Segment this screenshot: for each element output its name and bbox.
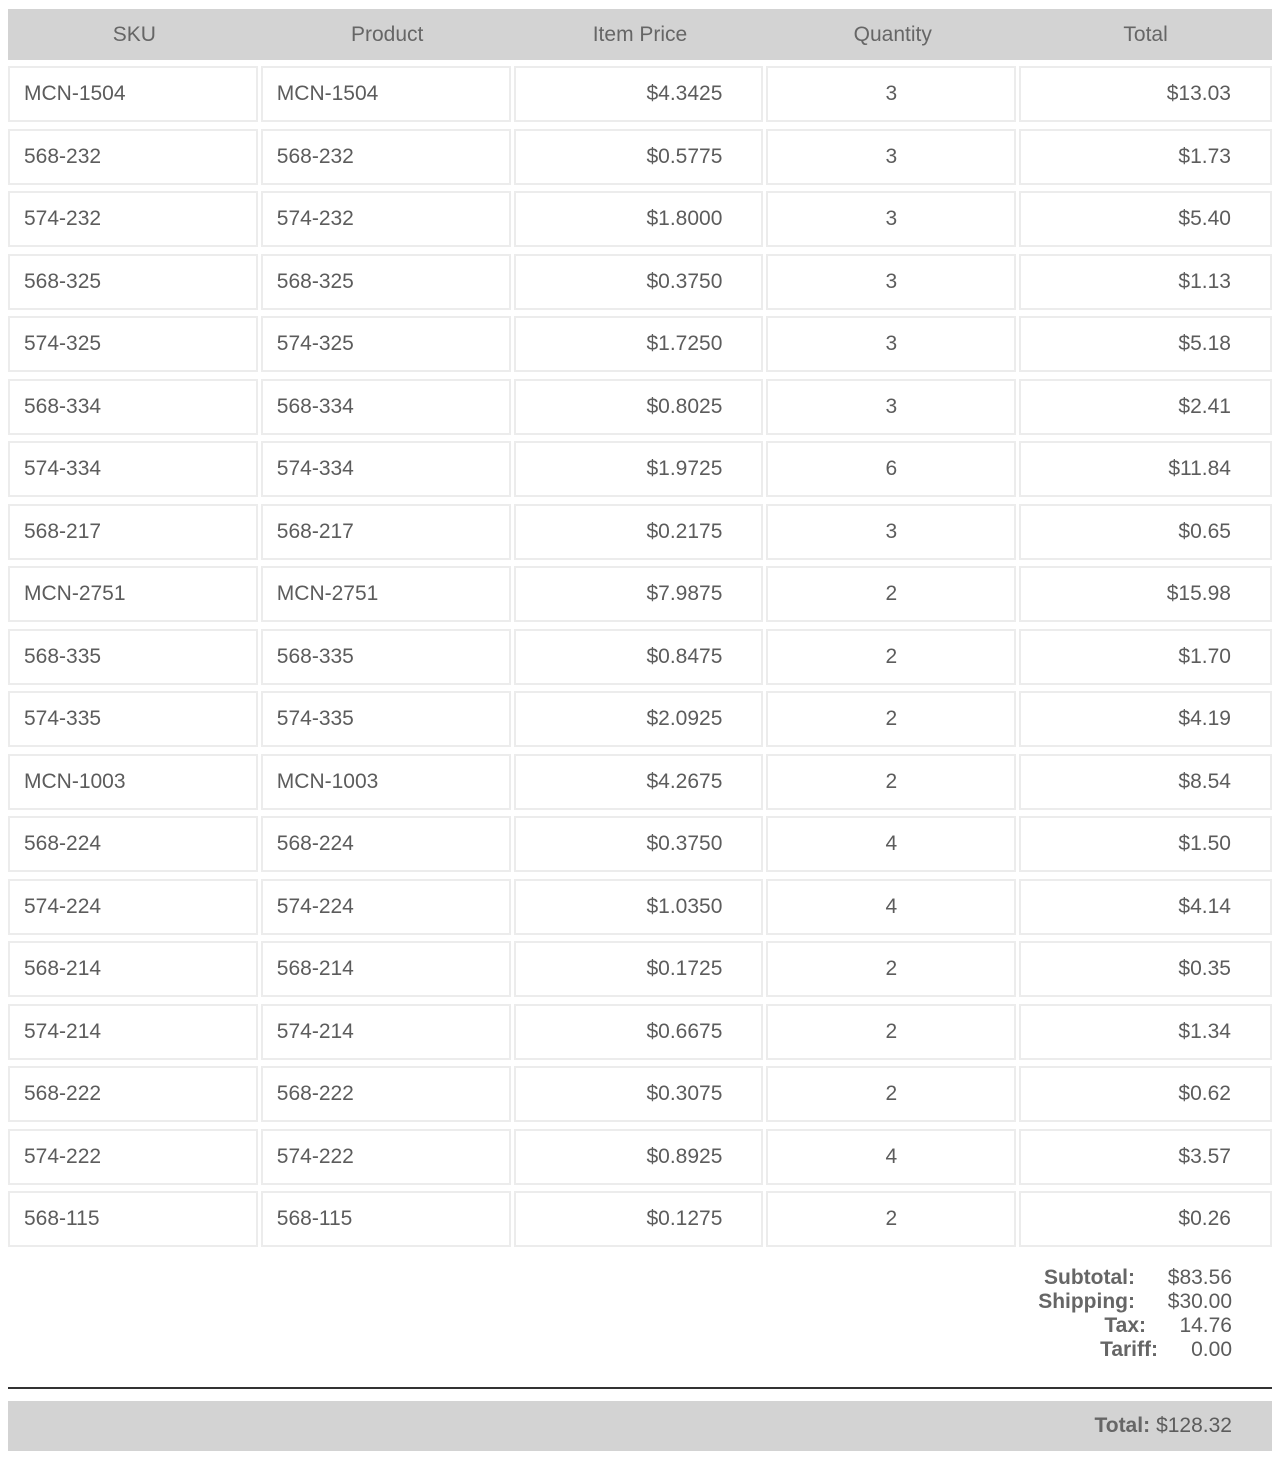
table-row (8, 879, 1272, 935)
tax-label: Tax: (1104, 1314, 1146, 1337)
line-total-cell: $1.34 (1019, 1004, 1272, 1060)
item-price-cell: $0.1725 (514, 941, 764, 997)
table-row (8, 1129, 1272, 1185)
column-header-item-price: Item Price (592, 23, 688, 46)
grand-total-label: Total: (1094, 1414, 1151, 1437)
product-cell: 568-232 (261, 129, 511, 185)
grand-total-bar (8, 1401, 1272, 1451)
line-total-cell: $1.70 (1019, 629, 1272, 685)
line-total-cell: $0.65 (1019, 504, 1272, 560)
table-row (8, 191, 1272, 247)
quantity-cell: 3 (766, 66, 1016, 122)
item-price-cell: $1.0350 (514, 879, 764, 935)
subtotal-line (1000, 1266, 1232, 1290)
table-row (8, 816, 1272, 872)
sku-cell: 568-224 (8, 816, 258, 872)
subtotal-label: Subtotal: (1044, 1266, 1135, 1289)
line-total-cell: $8.54 (1019, 754, 1272, 810)
line-total-cell: $0.26 (1019, 1191, 1272, 1247)
quantity-cell: 2 (766, 691, 1016, 747)
summary-divider (8, 1387, 1272, 1389)
sku-cell: 568-325 (8, 254, 258, 310)
tariff-line (1000, 1338, 1232, 1362)
item-price-cell: $0.3750 (514, 254, 764, 310)
item-price-cell: $0.8475 (514, 629, 764, 685)
table-row (8, 629, 1272, 685)
sku-cell: 568-232 (8, 129, 258, 185)
quantity-cell: 3 (766, 316, 1016, 372)
sku-cell: 568-217 (8, 504, 258, 560)
table-row (8, 379, 1272, 435)
quantity-cell: 2 (766, 566, 1016, 622)
product-cell: 568-214 (261, 941, 511, 997)
tariff-value: 0.00 (1191, 1338, 1232, 1361)
order-summary (1000, 1266, 1232, 1362)
table-row (8, 1066, 1272, 1122)
sku-cell: 568-214 (8, 941, 258, 997)
quantity-cell: 6 (766, 441, 1016, 497)
product-cell: 574-335 (261, 691, 511, 747)
column-header-product: Product (351, 23, 424, 46)
grand-total-value: $128.32 (1156, 1414, 1232, 1437)
order-table (8, 9, 1272, 1254)
item-price-cell: $0.1275 (514, 1191, 764, 1247)
sku-cell: 574-325 (8, 316, 258, 372)
table-header (8, 9, 1272, 60)
item-price-cell: $0.5775 (514, 129, 764, 185)
item-price-cell: $0.8025 (514, 379, 764, 435)
sku-cell: 574-224 (8, 879, 258, 935)
quantity-cell: 3 (766, 191, 1016, 247)
sku-cell: 574-334 (8, 441, 258, 497)
line-total-cell: $1.50 (1019, 816, 1272, 872)
table-row (8, 66, 1272, 122)
quantity-cell: 2 (766, 1191, 1016, 1247)
line-total-cell: $0.62 (1019, 1066, 1272, 1122)
sku-cell: 574-232 (8, 191, 258, 247)
item-price-cell: $4.3425 (514, 66, 764, 122)
sku-cell: MCN-2751 (8, 566, 258, 622)
line-total-cell: $3.57 (1019, 1129, 1272, 1185)
sku-cell: MCN-1504 (8, 66, 258, 122)
product-cell: 574-214 (261, 1004, 511, 1060)
line-total-cell: $1.13 (1019, 254, 1272, 310)
quantity-cell: 3 (766, 254, 1016, 310)
table-row (8, 441, 1272, 497)
shipping-label: Shipping: (1038, 1290, 1135, 1313)
quantity-cell: 2 (766, 1066, 1016, 1122)
product-cell: 574-334 (261, 441, 511, 497)
item-price-cell: $1.8000 (514, 191, 764, 247)
product-cell: MCN-1504 (261, 66, 511, 122)
item-price-cell: $2.0925 (514, 691, 764, 747)
product-cell: 568-217 (261, 504, 511, 560)
sku-cell: 568-335 (8, 629, 258, 685)
table-row (8, 504, 1272, 560)
product-cell: 568-325 (261, 254, 511, 310)
sku-cell: 574-335 (8, 691, 258, 747)
table-row (8, 754, 1272, 810)
quantity-cell: 2 (766, 941, 1016, 997)
line-total-cell: $13.03 (1019, 66, 1272, 122)
product-cell: 574-325 (261, 316, 511, 372)
line-total-cell: $5.40 (1019, 191, 1272, 247)
column-header-total: Total (1123, 23, 1168, 46)
line-total-cell: $15.98 (1019, 566, 1272, 622)
quantity-cell: 3 (766, 129, 1016, 185)
line-total-cell: $11.84 (1019, 441, 1272, 497)
quantity-cell: 2 (766, 1004, 1016, 1060)
quantity-cell: 4 (766, 1129, 1016, 1185)
line-total-cell: $4.14 (1019, 879, 1272, 935)
product-cell: MCN-2751 (261, 566, 511, 622)
line-total-cell: $5.18 (1019, 316, 1272, 372)
table-row (8, 566, 1272, 622)
item-price-cell: $4.2675 (514, 754, 764, 810)
product-cell: MCN-1003 (261, 754, 511, 810)
tariff-label: Tariff: (1100, 1338, 1158, 1361)
line-total-cell: $1.73 (1019, 129, 1272, 185)
tax-value: 14.76 (1179, 1314, 1232, 1337)
shipping-line (1000, 1290, 1232, 1314)
product-cell: 574-232 (261, 191, 511, 247)
quantity-cell: 4 (766, 879, 1016, 935)
product-cell: 574-224 (261, 879, 511, 935)
quantity-cell: 3 (766, 504, 1016, 560)
item-price-cell: $1.9725 (514, 441, 764, 497)
item-price-cell: $7.9875 (514, 566, 764, 622)
product-cell: 568-334 (261, 379, 511, 435)
column-header-quantity: Quantity (853, 23, 932, 46)
table-row (8, 129, 1272, 185)
product-cell: 568-222 (261, 1066, 511, 1122)
quantity-cell: 3 (766, 379, 1016, 435)
sku-cell: 568-115 (8, 1191, 258, 1247)
column-header-sku: SKU (112, 23, 156, 46)
product-cell: 568-224 (261, 816, 511, 872)
line-total-cell: $4.19 (1019, 691, 1272, 747)
table-body (8, 66, 1272, 1247)
table-row (8, 254, 1272, 310)
table-row (8, 316, 1272, 372)
line-total-cell: $2.41 (1019, 379, 1272, 435)
sku-cell: 574-214 (8, 1004, 258, 1060)
item-price-cell: $0.3750 (514, 816, 764, 872)
line-total-cell: $0.35 (1019, 941, 1272, 997)
quantity-cell: 2 (766, 629, 1016, 685)
sku-cell: 568-334 (8, 379, 258, 435)
subtotal-value: $83.56 (1167, 1266, 1232, 1289)
item-price-cell: $0.2175 (514, 504, 764, 560)
sku-cell: MCN-1003 (8, 754, 258, 810)
table-row (8, 1004, 1272, 1060)
table-row (8, 691, 1272, 747)
item-price-cell: $1.7250 (514, 316, 764, 372)
shipping-value: $30.00 (1167, 1290, 1232, 1313)
product-cell: 568-335 (261, 629, 511, 685)
item-price-cell: $0.3075 (514, 1066, 764, 1122)
product-cell: 568-115 (261, 1191, 511, 1247)
tax-line (1000, 1314, 1232, 1338)
sku-cell: 574-222 (8, 1129, 258, 1185)
sku-cell: 568-222 (8, 1066, 258, 1122)
table-row (8, 1191, 1272, 1247)
quantity-cell: 2 (766, 754, 1016, 810)
product-cell: 574-222 (261, 1129, 511, 1185)
item-price-cell: $0.6675 (514, 1004, 764, 1060)
quantity-cell: 4 (766, 816, 1016, 872)
item-price-cell: $0.8925 (514, 1129, 764, 1185)
table-row (8, 941, 1272, 997)
